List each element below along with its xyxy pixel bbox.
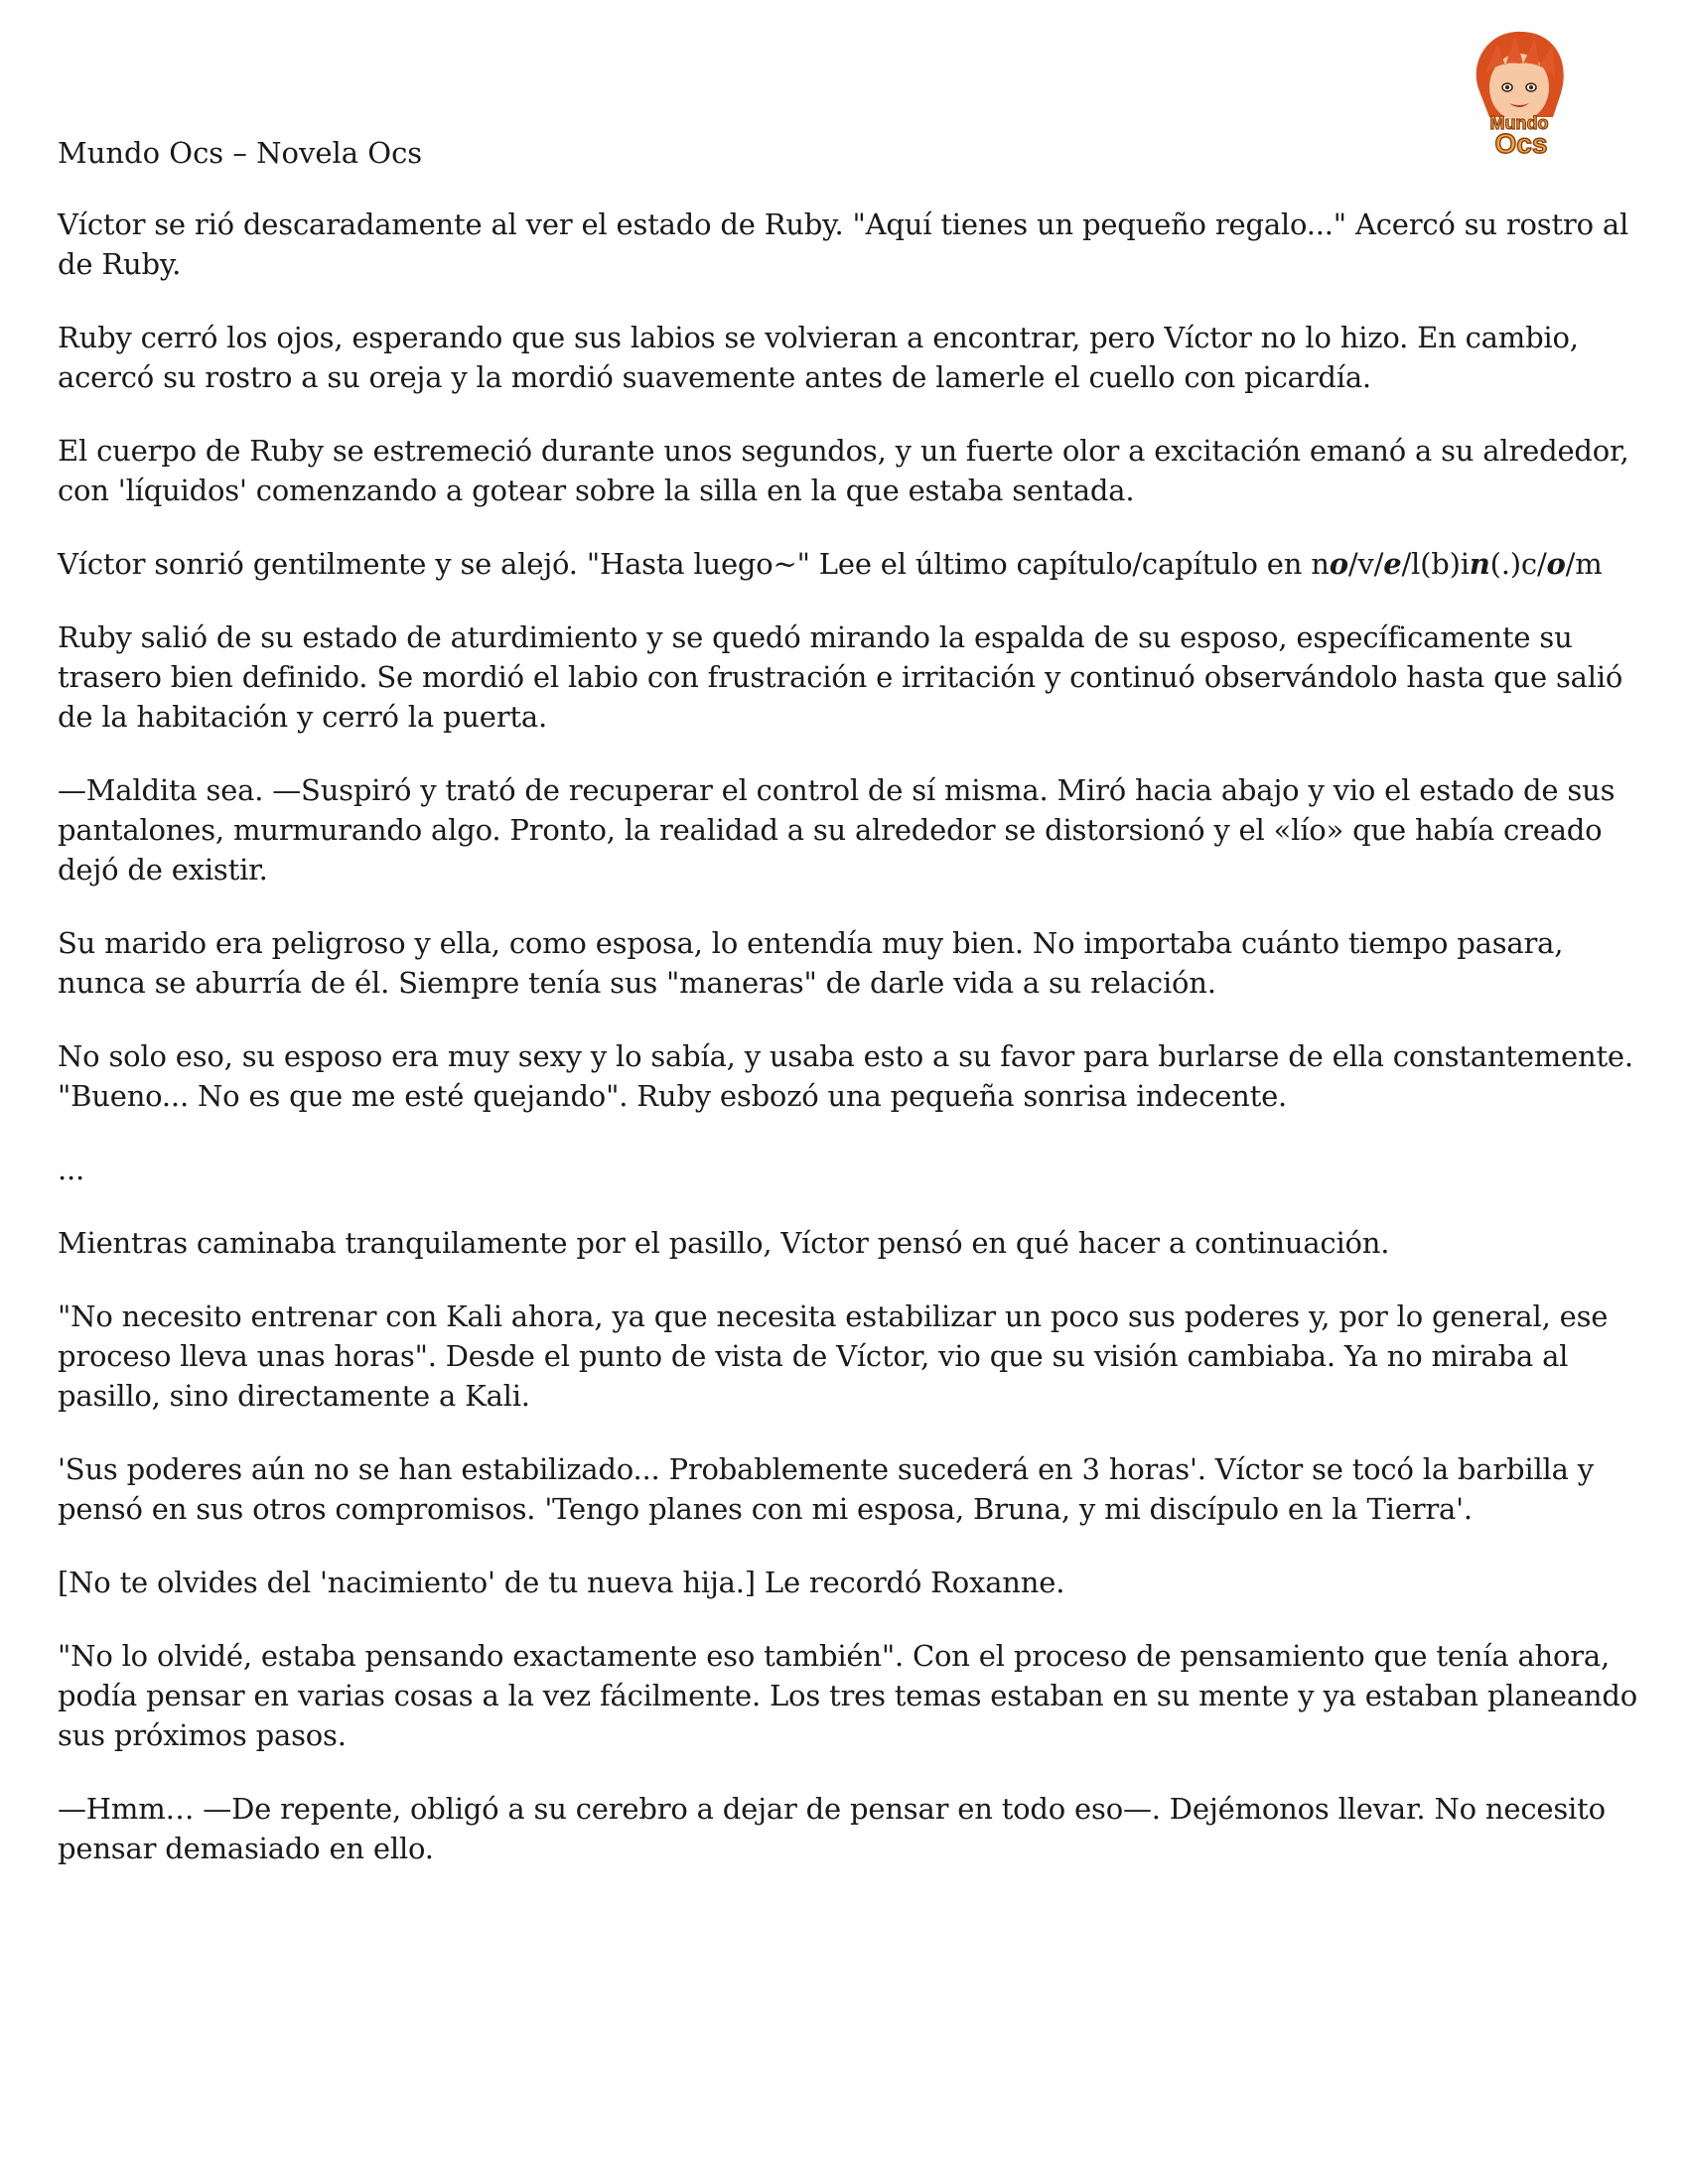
logo-text-line1: Mundo — [1489, 113, 1549, 133]
paragraph-5: Ruby salió de su estado de aturdimiento y se quedó mirando la espalda de su esposo, específicamente su trasero bien definido. Se mordió el labio con frustración e irritación y continuó observándolo hasta que salió de la habitación y cerró la puerta. — [58, 620, 1623, 734]
watermark-seg3: n — [1469, 547, 1490, 581]
watermark-mid1: /v/ — [1347, 547, 1384, 581]
watermark-seg4: o — [1546, 547, 1566, 581]
paragraph-12: 'Sus poderes aún no se han estabilizado... Probablemente sucederá en 3 horas'. Víctor se tocó la barbilla y pensó en sus otros compromisos. 'Tengo planes con mi esposa, Bruna, y mi discípulo en la Tierra'. — [58, 1452, 1594, 1526]
logo-text-line2: Ocs — [1494, 128, 1548, 159]
watermark-seg2: e — [1383, 547, 1402, 581]
paragraph-11: "No necesito entrenar con Kali ahora, ya que necesita estabilizar un poco sus poderes y, por lo general, ese proceso lleva unas horas". Desde el punto de vista de Víctor, vio que su visión cambiaba. Ya no miraba al pasillo, sino directamente a Kali. — [58, 1299, 1609, 1413]
paragraph-15: —Hmm… —De repente, obligó a su cerebro a dejar de pensar en todo eso—. Dejémonos llevar. No necesito pensar demasiado en ello. — [58, 1792, 1606, 1865]
watermark-tail: /m — [1565, 547, 1603, 581]
document-page — [58, 0, 1638, 2184]
paragraph-7: Su marido era peligroso y ella, como esposa, lo entendía muy bien. No importaba cuánto tiempo pasara, nunca se aburría de él. Siempre tenía sus "maneras" de darle vida a su relación. — [58, 926, 1564, 1000]
paragraph-14: "No lo olvidé, estaba pensando exactamente eso también". Con el proceso de pensamiento que tenía ahora, podía pensar en varias cosas a la vez fácilmente. Los tres temas estaban en su mente y ya estaban planeando sus próximos pasos. — [58, 1639, 1638, 1752]
page-header: Mundo Ocs – Novela Ocs — [58, 136, 423, 170]
paragraph-13: [No te olvides del 'nacimiento' de tu nueva hija.] Le recordó Roxanne. — [58, 1566, 1065, 1599]
novel-text — [58, 205, 1638, 1902]
watermark-lead: Víctor sonrió gentilmente y se alejó. "Hasta luego~" Lee el último capítulo/capítulo en n — [58, 547, 1330, 581]
mundo-ocs-logo — [1450, 22, 1589, 161]
paragraph-ellipsis: ... — [58, 1153, 85, 1186]
logo-graphic — [1450, 22, 1589, 161]
paragraph-3: El cuerpo de Ruby se estremeció durante unos segundos, y un fuerte olor a excitación emanó a su alrededor, con 'líquidos' comenzando a gotear sobre la silla en la que estaba sentada. — [58, 434, 1629, 507]
watermark-seg1: o — [1329, 547, 1348, 581]
watermark-mid2: /l(b)i — [1401, 547, 1470, 581]
paragraph-watermark — [58, 544, 1638, 584]
watermark-mid3: (.)c/ — [1489, 547, 1547, 581]
paragraph-6: —Maldita sea. —Suspiró y trató de recuperar el control de sí misma. Miró hacia abajo y vio el estado de sus pantalones, murmurando algo. Pronto, la realidad a su alrededor se distorsionó y el «lío» que había creado dejó de existir. — [58, 773, 1616, 887]
paragraph-2: Ruby cerró los ojos, esperando que sus labios se volvieran a encontrar, pero Víctor no lo hizo. En cambio, acercó su rostro a su oreja y la mordió suavemente antes de lamerle el cuello con picardía. — [58, 321, 1579, 394]
paragraph-8: No solo eso, su esposo era muy sexy y lo sabía, y usaba esto a su favor para burlarse de ella constantemente. "Bueno... No es que me esté quejando". Ruby esbozó una pequeña sonrisa indecente. — [58, 1039, 1633, 1113]
paragraph-1: Víctor se rió descaradamente al ver el estado de Ruby. "Aquí tienes un pequeño regalo..." Acercó su rostro al de Ruby. — [58, 207, 1629, 281]
paragraph-10: Mientras caminaba tranquilamente por el pasillo, Víctor pensó en qué hacer a continuación. — [58, 1226, 1390, 1260]
